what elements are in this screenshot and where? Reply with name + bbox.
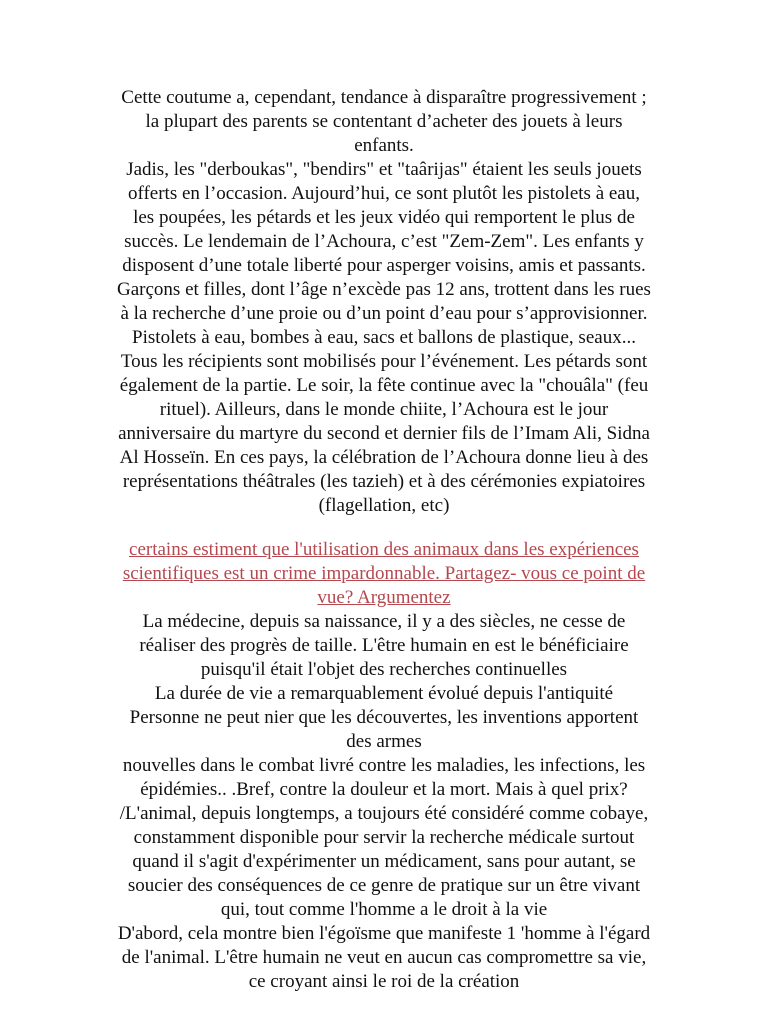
text-line: anniversaire du martyre du second et dernier fils de l’Imam Ali, Sidna xyxy=(118,423,650,444)
text-line: Jadis, les "derboukas", "bendirs" et "taârijas" étaient les seuls jouets xyxy=(126,159,642,180)
text-line: les poupées, les pétards et les jeux vidéo qui remportent le plus de xyxy=(133,207,635,228)
paragraph-achoura xyxy=(74,86,694,518)
question-line: vue? Argumentez xyxy=(317,587,451,608)
text-line: Al Hosseïn. En ces pays, la célébration de l’Achoura donne lieu à des xyxy=(119,447,649,468)
text-line: succès. Le lendemain de l’Achoura, c’est "Zem-Zem". Les enfants y xyxy=(124,231,644,252)
paragraph-gap xyxy=(0,518,768,538)
text-line: D'abord, cela montre bien l'égoïsme que manifeste 1 'homme à l'égard xyxy=(117,923,651,944)
text-line: La durée de vie a remarquablement évolué depuis l'antiquité xyxy=(154,683,614,704)
text-line: la plupart des parents se contentant d’acheter des jouets à leurs xyxy=(145,111,623,132)
text-line: soucier des conséquences de ce genre de pratique sur un être vivant xyxy=(127,875,641,896)
text-line: quand il s'agit d'expérimenter un médicament, sans pour autant, se xyxy=(132,851,636,872)
text-line: puisqu'il était l'objet des recherches continuelles xyxy=(200,659,568,680)
text-line: représentations théâtrales (les tazieh) et à des cérémonies expiatoires xyxy=(122,471,646,492)
text-line: (flagellation, etc) xyxy=(318,495,450,516)
text-line: La médecine, depuis sa naissance, il y a des siècles, ne cesse de xyxy=(142,611,626,632)
text-line: Pistolets à eau, bombes à eau, sacs et ballons de plastique, seaux... xyxy=(132,327,636,348)
text-line: également de la partie. Le soir, la fête continue avec la "chouâla" (feu xyxy=(119,375,649,396)
text-line: de l'animal. L'être humain ne veut en aucun cas compromettre sa vie, xyxy=(121,947,647,968)
text-line: /L'animal, depuis longtemps, a toujours été considéré comme cobaye, xyxy=(119,803,649,824)
text-line: enfants. xyxy=(354,135,414,156)
question-line: scientifiques est un crime impardonnable. Partagez- vous ce point de xyxy=(122,563,646,584)
text-line: nouvelles dans le combat livré contre les maladies, les infections, les xyxy=(122,755,646,776)
text-line: ce croyant ainsi le roi de la création xyxy=(248,971,520,992)
text-line: Cette coutume a, cependant, tendance à disparaître progressivement ; xyxy=(121,87,647,108)
question-line: certains estiment que l'utilisation des animaux dans les expériences xyxy=(129,539,639,560)
text-line: épidémies.. .Bref, contre la douleur et la mort. Mais à quel prix? xyxy=(140,779,628,800)
text-line: constamment disponible pour servir la recherche médicale surtout xyxy=(133,827,635,848)
essay-question xyxy=(74,538,694,610)
question-text xyxy=(74,538,694,610)
text-line: offerts en l’occasion. Aujourd’hui, ce sont plutôt les pistolets à eau, xyxy=(127,183,640,204)
text-line: Personne ne peut nier que les découvertes, les inventions apportent xyxy=(129,707,639,728)
text-line: des armes xyxy=(346,731,422,752)
text-line: rituel). Ailleurs, dans le monde chiite, l’Achoura est le jour xyxy=(159,399,609,420)
paragraph-text xyxy=(74,610,694,994)
text-line: Garçons et filles, dont l’âge n’excède pas 12 ans, trottent dans les rues xyxy=(117,279,651,300)
text-line: Tous les récipients sont mobilisés pour l’événement. Les pétards sont xyxy=(120,351,648,372)
text-line: réaliser des progrès de taille. L'être humain en est le bénéficiaire xyxy=(139,635,629,656)
text-line: disposent d’une totale liberté pour asperger voisins, amis et passants. xyxy=(122,255,646,276)
text-line: à la recherche d’une proie ou d’un point d’eau pour s’approvisionner. xyxy=(120,303,648,324)
text-line: qui, tout comme l'homme a le droit à la vie xyxy=(220,899,548,920)
paragraph-essay xyxy=(74,610,694,994)
paragraph-text xyxy=(74,86,694,518)
